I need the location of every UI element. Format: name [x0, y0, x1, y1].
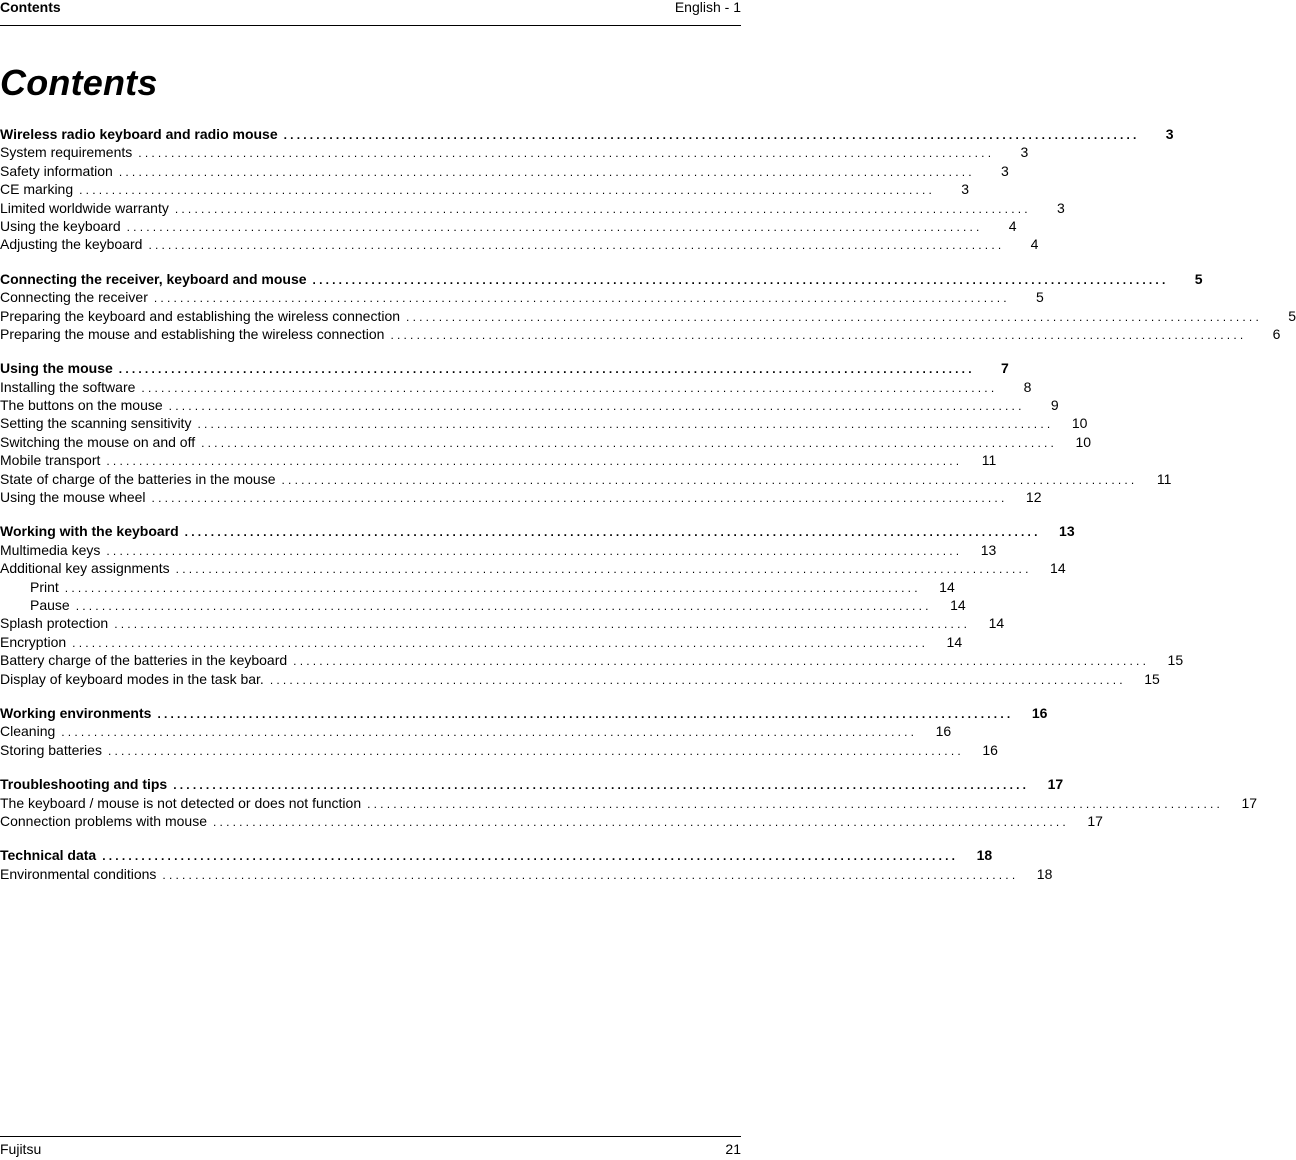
toc-entry-page: 14 [1050, 560, 1066, 577]
toc-chapter[interactable] [0, 522, 1075, 540]
toc-entry-title: Battery charge of the batteries in the keyboard [0, 652, 288, 669]
toc-entry-page: 15 [1167, 652, 1184, 669]
toc-entry-page: 10 [1071, 415, 1088, 432]
dot-leader: ................................................................................................................................... [114, 617, 971, 632]
toc-entry-title: Splash protection [0, 615, 109, 632]
toc-entry-page: 5 [1036, 289, 1044, 306]
toc-chapter[interactable] [0, 270, 1203, 288]
toc-entry-title: Connecting the receiver, keyboard and mouse [0, 270, 307, 287]
page-header [0, 0, 741, 26]
toc-entry-title: Preparing the keyboard and establishing the wireless connection [0, 307, 401, 324]
toc-entry-title: Preparing the mouse and establishing the wireless connection [0, 325, 385, 342]
toc-entry-title: Adjusting the keyboard [0, 236, 143, 253]
toc-entry-page: 8 [1023, 378, 1032, 395]
toc-section-entry[interactable] [0, 143, 1029, 161]
toc-section-entry[interactable] [0, 396, 1059, 414]
toc-section [0, 359, 1172, 506]
dot-leader: ................................................................................................................................... [141, 380, 998, 395]
toc-entry-title: Working with the keyboard [0, 523, 179, 540]
toc-entry-page: 14 [950, 596, 966, 613]
toc-entry-page: 14 [988, 615, 1005, 632]
toc-section-entry[interactable] [0, 235, 1039, 253]
toc-entry-title: Installing the software [0, 378, 136, 395]
toc-entry-page: 4 [1008, 217, 1017, 234]
toc-entry-title: Pause [30, 596, 70, 613]
dot-leader: ................................................................................................................................... [312, 272, 1169, 287]
toc-entry-title: Connecting the receiver [0, 289, 148, 306]
toc-section-entry[interactable] [0, 378, 1032, 396]
toc-entry-page: 17 [1047, 776, 1064, 793]
dot-leader: ................................................................................................................................... [153, 291, 1010, 306]
toc-section-entry[interactable] [0, 722, 952, 740]
toc-section [0, 846, 1053, 883]
dot-leader: ................................................................................................................................... [283, 128, 1140, 142]
dot-leader: ................................................................................................................................... [197, 417, 1054, 432]
dot-leader: ................................................................................................................................... [174, 201, 1031, 216]
dot-leader: ................................................................................................................................... [118, 164, 975, 179]
toc-chapter[interactable] [0, 125, 1174, 143]
dot-leader: ................................................................................................................................... [118, 362, 975, 377]
page-title: Contents [0, 62, 158, 103]
toc-section-entry[interactable] [0, 741, 998, 759]
toc-subsection[interactable] [0, 578, 955, 596]
toc-entry-page: 16 [982, 741, 998, 758]
toc-section [0, 270, 1296, 344]
toc-entry-title: Additional key assignments [0, 560, 170, 577]
dot-leader: ................................................................................................................................... [168, 399, 1025, 414]
toc-section-entry[interactable] [0, 651, 1184, 669]
toc-entry-title: Working environments [0, 704, 152, 721]
toc-entry-title: Wireless radio keyboard and radio mouse [0, 126, 278, 142]
toc-entry-page: 15 [1144, 670, 1160, 687]
toc-entry-title: Storing batteries [0, 741, 102, 758]
toc-section-entry[interactable] [0, 670, 1160, 688]
toc-entry-title: The keyboard / mouse is not detected or does not function [0, 794, 362, 811]
dot-leader: ................................................................................................................................... [175, 562, 1032, 577]
dot-leader: ................................................................................................................................... [72, 635, 929, 650]
footer-page-number: 21 [725, 1141, 741, 1157]
toc-entry-title: CE marking [0, 181, 74, 198]
footer-brand: Fujitsu [0, 1141, 42, 1157]
toc-entry-page: 11 [981, 452, 997, 469]
toc-entry-page: 16 [935, 723, 952, 740]
toc-section-entry[interactable] [0, 614, 1005, 632]
toc-section [0, 522, 1184, 688]
toc-entry-title: Limited worldwide warranty [0, 199, 169, 216]
toc-entry-page: 14 [939, 578, 955, 595]
toc-entry-page: 4 [1030, 236, 1039, 253]
toc-entry-title: The buttons on the mouse [0, 397, 163, 414]
dot-leader: ................................................................................................................................... [269, 672, 1126, 687]
dot-leader: ................................................................................................................................... [106, 543, 963, 558]
toc-entry-title: Safety information [0, 162, 113, 179]
toc-entry-page: 6 [1272, 325, 1281, 342]
toc-section-entry[interactable] [0, 414, 1088, 432]
header-page-label: English - 1 [674, 0, 741, 15]
dot-leader: ................................................................................................................................... [126, 219, 983, 234]
toc-entry-title: Using the mouse wheel [0, 489, 146, 506]
dot-leader: ................................................................................................................................... [64, 580, 921, 595]
toc-section [0, 775, 1258, 830]
dot-leader: ................................................................................................................................... [390, 327, 1247, 342]
dot-leader: ................................................................................................................................... [102, 849, 959, 864]
toc-entry-title: State of charge of the batteries in the mouse [0, 470, 276, 487]
toc-entry-page: 18 [1036, 865, 1053, 882]
toc-entry-page: 9 [1050, 397, 1059, 414]
toc-section-entry[interactable] [0, 217, 1017, 235]
toc-section-entry[interactable] [0, 865, 1053, 883]
toc-entry-title: Troubleshooting and tips [0, 776, 168, 793]
toc-entry-page: 13 [1059, 523, 1075, 540]
toc-entry-page: 13 [980, 541, 997, 558]
toc-entry-page: 12 [1025, 489, 1042, 506]
toc-entry-title: Display of keyboard modes in the task bar. [0, 670, 264, 687]
toc-chapter[interactable] [0, 704, 1048, 722]
toc-section-entry[interactable] [0, 488, 1042, 506]
toc-entry-page: 5 [1194, 270, 1203, 287]
toc-entry-title: Print [30, 578, 59, 595]
toc-entry-title: Using the mouse [0, 360, 113, 377]
toc-section-entry[interactable] [0, 180, 970, 198]
dot-leader: ................................................................................................................................... [184, 525, 1041, 540]
toc-entry-title: Technical data [0, 847, 97, 864]
dot-leader: ................................................................................................................................... [162, 867, 1019, 882]
toc-entry-title: System requirements [0, 144, 133, 161]
toc-entry-title: Multimedia keys [0, 541, 101, 558]
toc-section-entry[interactable] [0, 433, 1092, 451]
toc-entry-page: 3 [1001, 162, 1009, 179]
toc-entry-page: 3 [1057, 199, 1065, 216]
toc-entry-page: 3 [1020, 144, 1029, 161]
toc-entry-page: 11 [1156, 470, 1172, 487]
dot-leader: ................................................................................................................................... [107, 743, 964, 758]
toc-entry-page: 17 [1241, 794, 1258, 811]
toc-entry-title: Mobile transport [0, 452, 101, 469]
toc-section-entry[interactable] [0, 307, 1296, 325]
toc-section [0, 125, 1174, 254]
toc-section-entry[interactable] [0, 812, 1103, 830]
toc-entry-page: 10 [1075, 433, 1092, 450]
toc-section-entry[interactable] [0, 162, 1009, 180]
toc-section-entry[interactable] [0, 451, 997, 469]
toc-entry-page: 14 [946, 633, 963, 650]
dot-leader: ................................................................................................................................... [213, 814, 1069, 829]
toc-section-entry[interactable] [0, 794, 1258, 812]
toc-entry-title: Encryption [0, 633, 67, 650]
dot-leader: ................................................................................................................................... [157, 706, 1014, 721]
dot-leader: ................................................................................................................................... [106, 454, 963, 469]
toc-section-entry[interactable] [0, 541, 997, 559]
header-section-name: Contents [0, 0, 61, 15]
toc-entry-page: 7 [1000, 360, 1009, 377]
dot-leader: ................................................................................................................................... [79, 183, 936, 198]
toc-chapter[interactable] [0, 359, 1009, 377]
dot-leader: ................................................................................................................................... [148, 238, 1005, 253]
toc-section-entry[interactable] [0, 288, 1044, 306]
toc-section-entry[interactable] [0, 470, 1172, 488]
table-of-contents [0, 125, 1296, 899]
dot-leader: ................................................................................................................................... [61, 725, 918, 740]
toc-section-entry[interactable] [0, 325, 1281, 343]
dot-leader: ................................................................................................................................... [281, 472, 1138, 487]
dot-leader: ................................................................................................................................... [151, 491, 1008, 506]
toc-entry-title: Using the keyboard [0, 217, 121, 234]
dot-leader: ................................................................................................................................... [75, 598, 932, 613]
toc-entry-title: Setting the scanning sensitivity [0, 415, 192, 432]
toc-entry-page: 5 [1288, 307, 1296, 324]
toc-entry-title: Switching the mouse on and off [0, 433, 196, 450]
toc-entry-title: Cleaning [0, 723, 56, 740]
toc-chapter[interactable] [0, 775, 1064, 793]
toc-section-entry[interactable] [0, 559, 1066, 577]
toc-section [0, 704, 1048, 759]
page-footer [0, 1136, 741, 1160]
toc-section-entry[interactable] [0, 199, 1065, 217]
toc-entry-page: 3 [1165, 126, 1174, 142]
toc-subsection[interactable] [0, 596, 966, 614]
toc-entry-title: Environmental conditions [0, 865, 157, 882]
dot-leader: ................................................................................................................................... [138, 146, 995, 161]
dot-leader: ................................................................................................................................... [367, 796, 1224, 811]
dot-leader: ................................................................................................................................... [173, 778, 1030, 793]
toc-chapter[interactable] [0, 846, 993, 864]
toc-entry-title: Connection problems with mouse [0, 812, 207, 829]
toc-entry-page: 18 [976, 847, 993, 864]
dot-leader: ................................................................................................................................... [406, 309, 1262, 324]
dot-leader: ................................................................................................................................... [201, 435, 1058, 450]
toc-section-entry[interactable] [0, 633, 963, 651]
toc-entry-page: 3 [961, 181, 970, 198]
toc-entry-page: 16 [1031, 704, 1048, 721]
dot-leader: ................................................................................................................................... [293, 654, 1150, 669]
toc-entry-page: 17 [1087, 812, 1103, 829]
